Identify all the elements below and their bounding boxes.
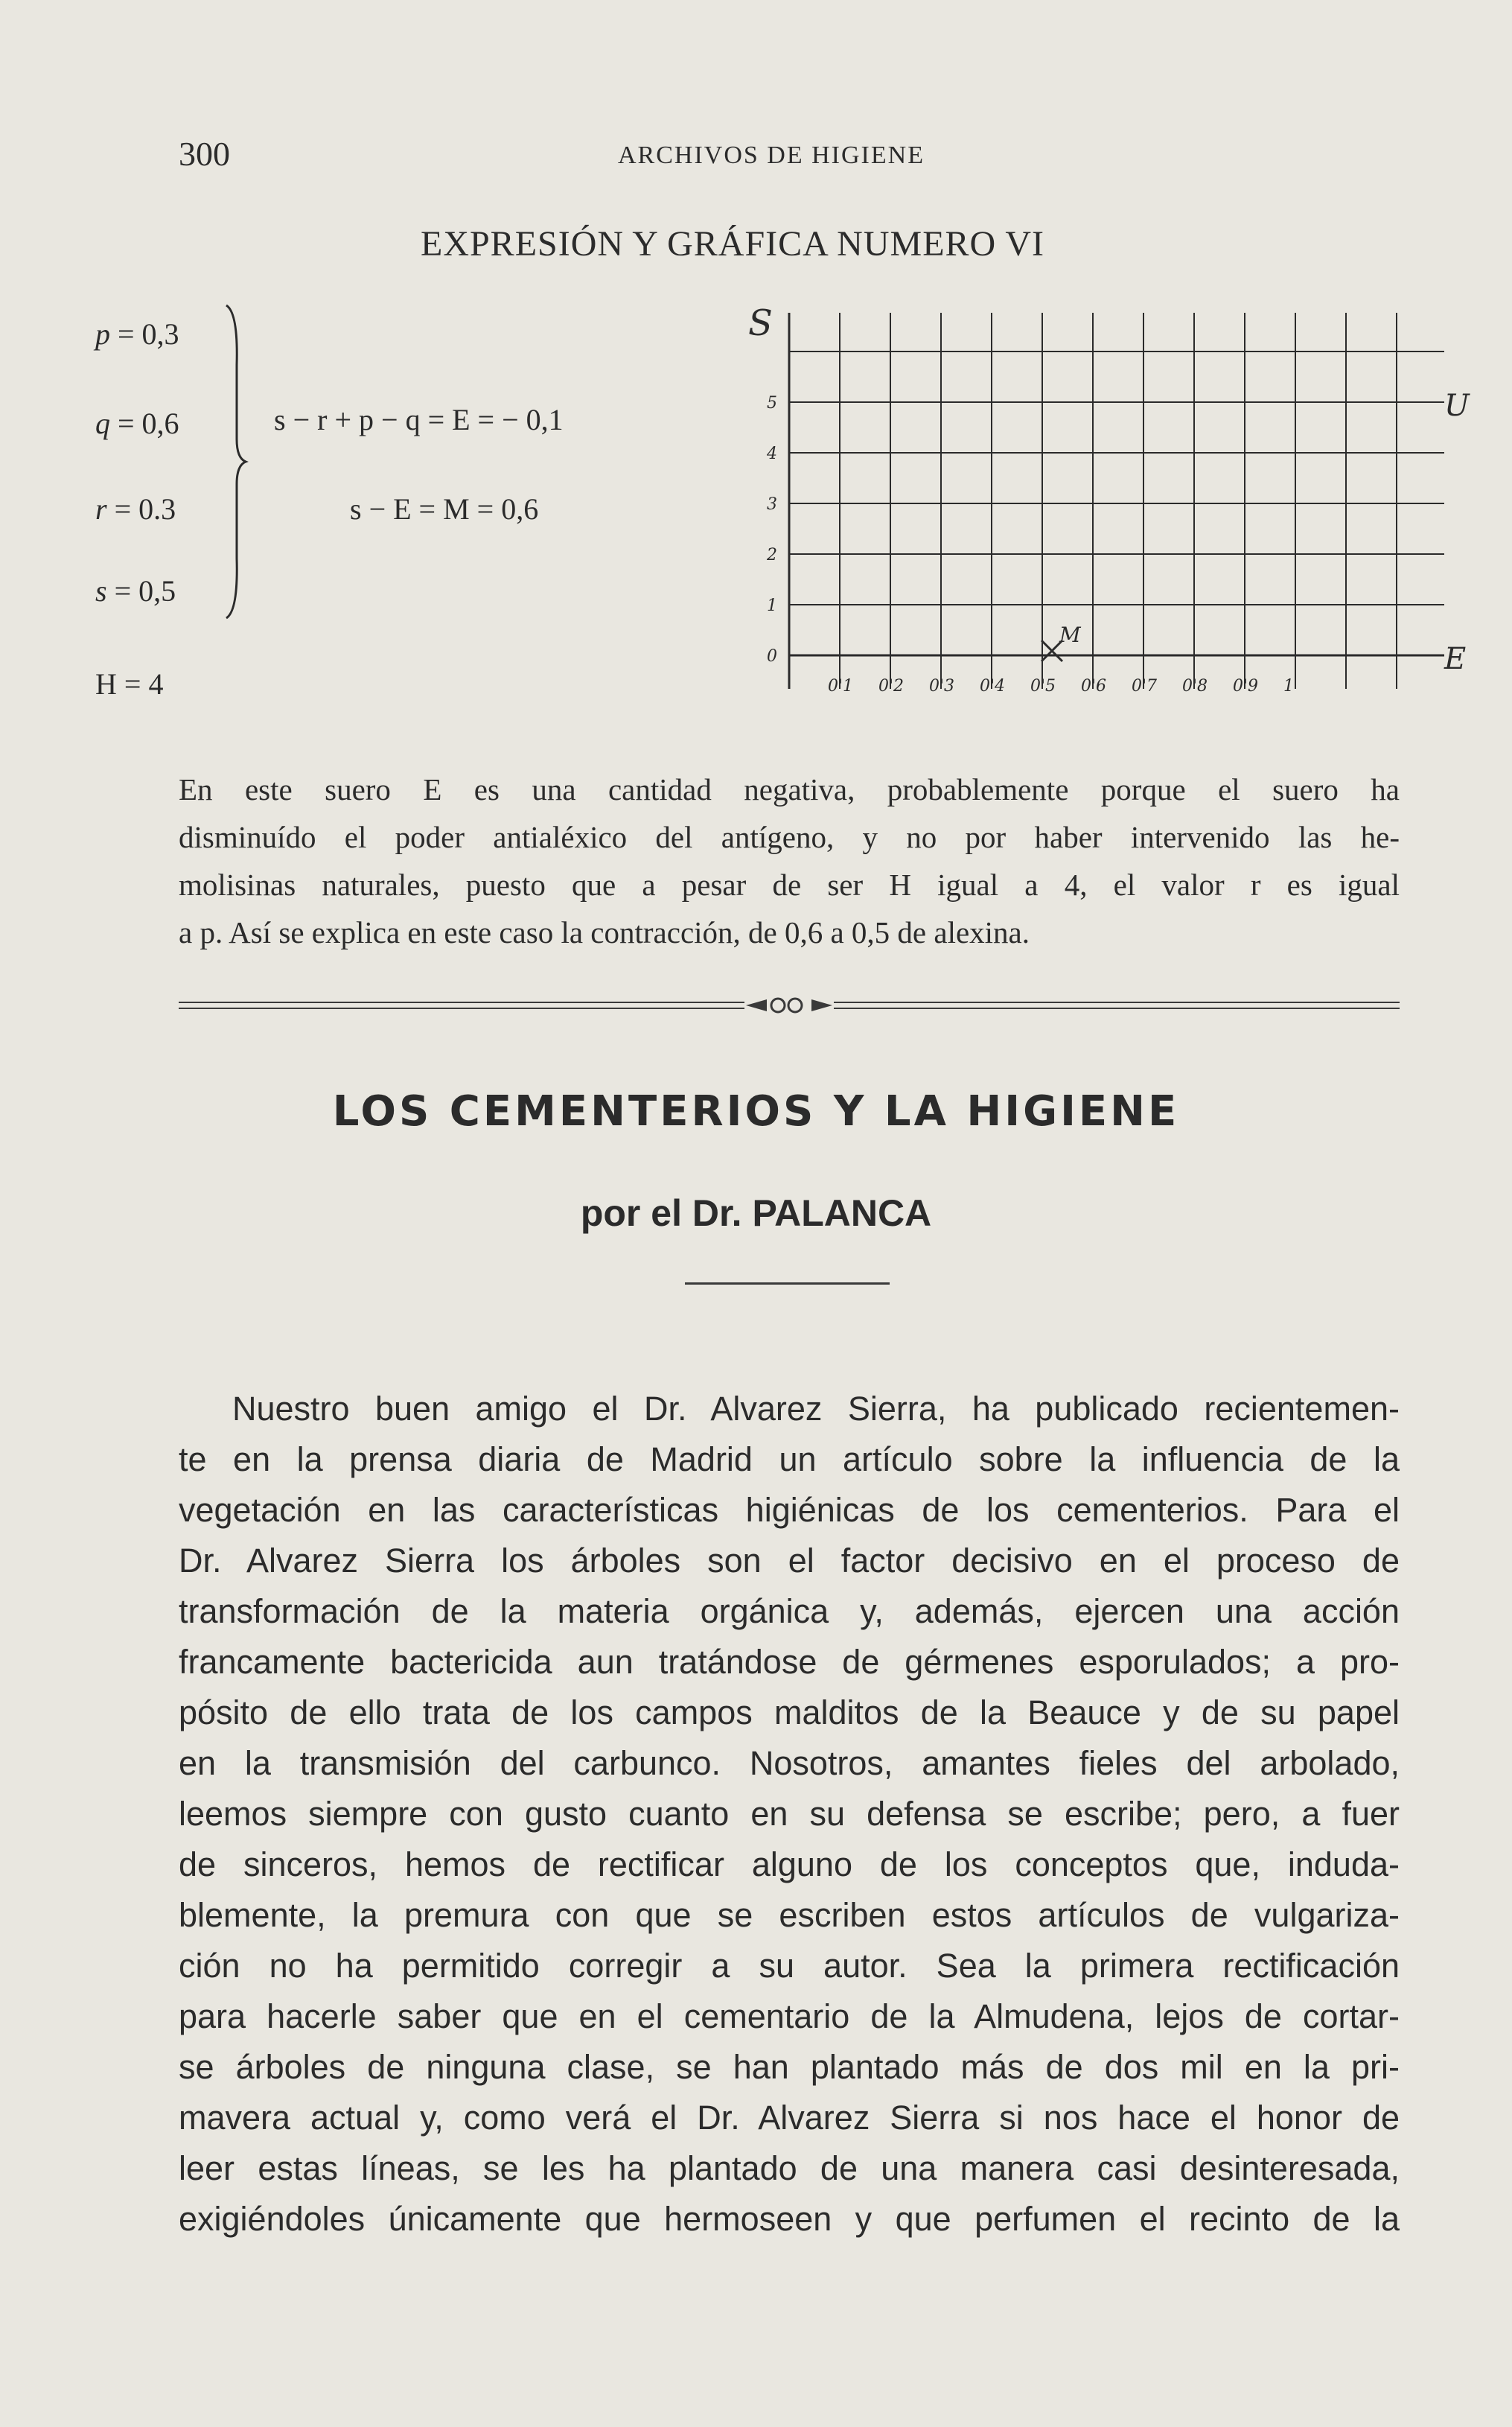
text-line: francamente bactericida aun tratándose de gérmenes esporulados; a pro- xyxy=(179,1643,1400,1681)
text-line: de sinceros, hemos de rectificar alguno de los conceptos que, induda- xyxy=(179,1845,1400,1883)
x-tick-label: 1 xyxy=(1283,677,1294,696)
text-line: vegetación en las características higiénicas de los cementerios. Para el xyxy=(179,1491,1400,1529)
variable-s-value: = 0,5 xyxy=(114,574,176,608)
variable-q-value: = 0,6 xyxy=(118,407,179,440)
text-line: Nuestro buen amigo el Dr. Alvarez Sierra, ha publicado recientemen- xyxy=(232,1390,1400,1428)
variable-s-symbol: s xyxy=(95,574,107,608)
text-line: disminuído el poder antialéxico del antígeno, y no por haber intervenido las he- xyxy=(179,820,1400,854)
text-line: exigiéndoles únicamente que hermoseen y que perfumen el recinto de la xyxy=(179,2200,1400,2238)
graph xyxy=(715,290,1470,752)
x-tick-label: 0'5 xyxy=(1030,677,1056,696)
variable-r-symbol: r xyxy=(95,492,107,526)
text-line: en la transmisión del carbunco. Nosotros, amantes fieles del arbolado, xyxy=(179,1744,1400,1782)
article-byline: por el Dr. PALANCA xyxy=(580,1192,932,1234)
text-line: se árboles de ninguna clase, se han plantado más de dos mil en la pri- xyxy=(179,2048,1400,2086)
y-tick-label: 3 xyxy=(767,495,777,514)
variable-h: H = 4 xyxy=(95,667,164,701)
text-line: a p. Así se explica en este caso la contracción, de 0,6 a 0,5 de alexina. xyxy=(179,915,1030,950)
text-line: pósito de ello trata de los campos malditos de la Beauce y de su papel xyxy=(179,1693,1400,1731)
text-line: te en la prensa diaria de Madrid un artículo sobre la influencia de la xyxy=(179,1440,1400,1478)
title-rule xyxy=(685,1282,890,1285)
figure-explanation xyxy=(179,766,1400,956)
text-line: ción no ha permitido corregir a su autor. Sea la primera rectificación xyxy=(179,1947,1400,1985)
variable-q-symbol: q xyxy=(95,407,110,440)
y-tick-label: 2 xyxy=(767,546,777,564)
x-tick-label: 0'7 xyxy=(1132,677,1158,696)
graph-grid xyxy=(789,313,1444,689)
x-tick-label: 0'2 xyxy=(878,677,905,696)
m-point-label: M xyxy=(1059,623,1081,647)
text-line: blemente, la premura con que se escriben estos artículos de vulgariza- xyxy=(179,1896,1400,1934)
text-line: En este suero E es una cantidad negativa, probablemente porque el suero ha xyxy=(179,772,1400,807)
brace-icon xyxy=(223,305,246,618)
variable-r xyxy=(95,492,176,527)
variable-r-value: = 0.3 xyxy=(114,492,176,526)
x-tick-label: 0'4 xyxy=(980,677,1006,696)
equation-e: s − r + p − q = E = − 0,1 xyxy=(274,403,564,436)
running-header: ARCHIVOS DE HIGIENE xyxy=(618,141,925,169)
variable-s xyxy=(95,573,176,608)
text-line: leemos siempre con gusto cuanto en su defensa se escribe; pero, a fuer xyxy=(179,1795,1400,1833)
variable-p-value: = 0,3 xyxy=(118,317,179,351)
page-number: 300 xyxy=(179,135,230,173)
text-line: leer estas líneas, se les ha plantado de una manera casi desinteresada, xyxy=(179,2149,1400,2187)
y-tick-label: 0 xyxy=(767,647,777,666)
variable-q xyxy=(95,406,179,441)
equation-m: s − E = M = 0,6 xyxy=(350,492,539,526)
y-tick-label: 4 xyxy=(767,445,777,463)
text-line: mavera actual y, como verá el Dr. Alvarez Sierra si nos hace el honor de xyxy=(179,2099,1400,2137)
variable-p-symbol: p xyxy=(95,317,110,351)
axis-s-label: S xyxy=(748,302,773,344)
text-line: transformación de la materia orgánica y, además, ejercen una acción xyxy=(179,1592,1400,1630)
right-label-e: E xyxy=(1444,642,1467,676)
x-tick-label: 0'6 xyxy=(1081,677,1107,696)
x-tick-label: 0'8 xyxy=(1182,677,1208,696)
article-title: LOS CEMENTERIOS Y LA HIGIENE xyxy=(332,1087,1180,1136)
y-tick-label: 5 xyxy=(767,394,777,413)
x-tick-label: 0'1 xyxy=(828,677,854,696)
y-tick-label: 1 xyxy=(767,597,777,615)
ornamental-divider xyxy=(179,990,1400,1020)
text-line: Dr. Alvarez Sierra los árboles son el factor decisivo en el proceso de xyxy=(179,1542,1400,1580)
text-line: molisinas naturales, puesto que a pesar de ser H igual a 4, el valor r es igual xyxy=(179,868,1400,902)
figure-title: EXPRESIÓN Y GRÁFICA NUMERO VI xyxy=(421,224,1044,264)
variable-p xyxy=(95,317,179,352)
graph-labels xyxy=(748,302,1470,696)
text-line: para hacerle saber que en el cementario de la Almudena, lejos de cortar- xyxy=(179,1997,1400,2035)
x-tick-label: 0'9 xyxy=(1233,677,1259,696)
right-label-u: U xyxy=(1444,389,1470,423)
article-body xyxy=(179,1384,1400,2245)
x-tick-label: 0'3 xyxy=(929,677,955,696)
